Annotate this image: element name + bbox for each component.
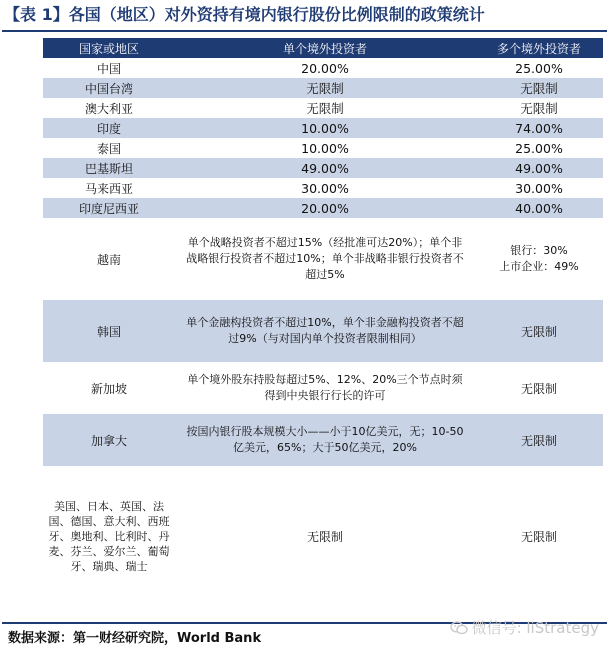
region-cell: 新加坡 xyxy=(43,362,175,414)
single-limit-cell: 无限制 xyxy=(175,98,475,118)
single-limit-cell: 单个战略投资者不超过15%（经批准可达20%）；单个非战略银行投资者不超过10%；单个非战略非银行投资者不超过5% xyxy=(175,218,475,300)
region-cell: 澳大利亚 xyxy=(43,98,175,118)
wechat-icon xyxy=(450,621,468,635)
region-cell: 中国台湾 xyxy=(43,78,175,98)
wechat-watermark xyxy=(450,617,599,638)
single-limit-cell: 20.00% xyxy=(175,198,475,218)
single-limit-cell: 无限制 xyxy=(175,466,475,606)
table-row xyxy=(43,198,603,218)
header-single-investor: 单个境外投资者 xyxy=(175,38,475,58)
table-row-canada xyxy=(43,414,603,466)
region-cell: 印度尼西亚 xyxy=(43,198,175,218)
region-cell: 美国、日本、英国、法国、德国、意大利、西班牙、奥地利、比利时、丹麦、芬兰、爱尔兰、葡萄牙、瑞典、瑞士 xyxy=(43,466,175,606)
header-region: 国家或地区 xyxy=(43,38,175,58)
multiple-limit-cell: 无限制 xyxy=(475,414,603,466)
region-cell: 越南 xyxy=(43,218,175,300)
multiple-limit-cell xyxy=(475,218,603,300)
table-title: 【表 1】各国（地区）对外资持有境内银行股份比例限制的政策统计 xyxy=(2,2,607,32)
multiple-limit-cell: 无限制 xyxy=(475,78,603,98)
multiple-limit-cell: 无限制 xyxy=(475,98,603,118)
policy-table xyxy=(43,38,603,606)
bank-limit-text: 银行：30% xyxy=(510,244,568,257)
table-header-row xyxy=(43,38,603,58)
data-source-footer: 数据来源：第一财经研究院，World Bank xyxy=(2,622,607,656)
listed-company-limit-text: 上市企业：49% xyxy=(499,260,579,273)
table-row-vietnam xyxy=(43,218,603,300)
region-cell: 泰国 xyxy=(43,138,175,158)
multiple-limit-cell: 无限制 xyxy=(475,300,603,362)
region-cell: 加拿大 xyxy=(43,414,175,466)
multiple-limit-cell: 25.00% xyxy=(475,58,603,78)
table-row xyxy=(43,138,603,158)
single-limit-cell: 无限制 xyxy=(175,78,475,98)
single-limit-cell: 单个金融构投资者不超过10%，单个非金融构投资者不超过9%（与对国内单个投资者限制相同） xyxy=(175,300,475,362)
single-limit-cell: 49.00% xyxy=(175,158,475,178)
table-row xyxy=(43,78,603,98)
table-row-singapore xyxy=(43,362,603,414)
single-limit-cell: 10.00% xyxy=(175,118,475,138)
single-limit-cell: 按国内银行股本规模大小——小于10亿美元，无；10-50亿美元，65%；大于50亿美元，20% xyxy=(175,414,475,466)
multiple-limit-cell: 30.00% xyxy=(475,178,603,198)
table-row xyxy=(43,178,603,198)
multiple-limit-cell: 49.00% xyxy=(475,158,603,178)
single-limit-cell: 单个境外股东持股每超过5%、12%、20%三个节点时须得到中央银行行长的许可 xyxy=(175,362,475,414)
region-cell: 马来西亚 xyxy=(43,178,175,198)
region-cell: 中国 xyxy=(43,58,175,78)
table-row xyxy=(43,58,603,78)
table-row xyxy=(43,118,603,138)
multiple-limit-cell: 无限制 xyxy=(475,466,603,606)
single-limit-cell: 30.00% xyxy=(175,178,475,198)
single-limit-cell: 20.00% xyxy=(175,58,475,78)
table-row xyxy=(43,158,603,178)
region-cell: 韩国 xyxy=(43,300,175,362)
header-multiple-investors: 多个境外投资者 xyxy=(475,38,603,58)
table-row xyxy=(43,98,603,118)
multiple-limit-cell: 无限制 xyxy=(475,362,603,414)
multiple-limit-cell: 25.00% xyxy=(475,138,603,158)
table-row-others xyxy=(43,466,603,606)
watermark-text: 微信号: liStrategy xyxy=(471,619,599,637)
region-cell: 巴基斯坦 xyxy=(43,158,175,178)
table-row-korea xyxy=(43,300,603,362)
single-limit-cell: 10.00% xyxy=(175,138,475,158)
multiple-limit-cell: 74.00% xyxy=(475,118,603,138)
region-cell: 印度 xyxy=(43,118,175,138)
multiple-limit-cell: 40.00% xyxy=(475,198,603,218)
